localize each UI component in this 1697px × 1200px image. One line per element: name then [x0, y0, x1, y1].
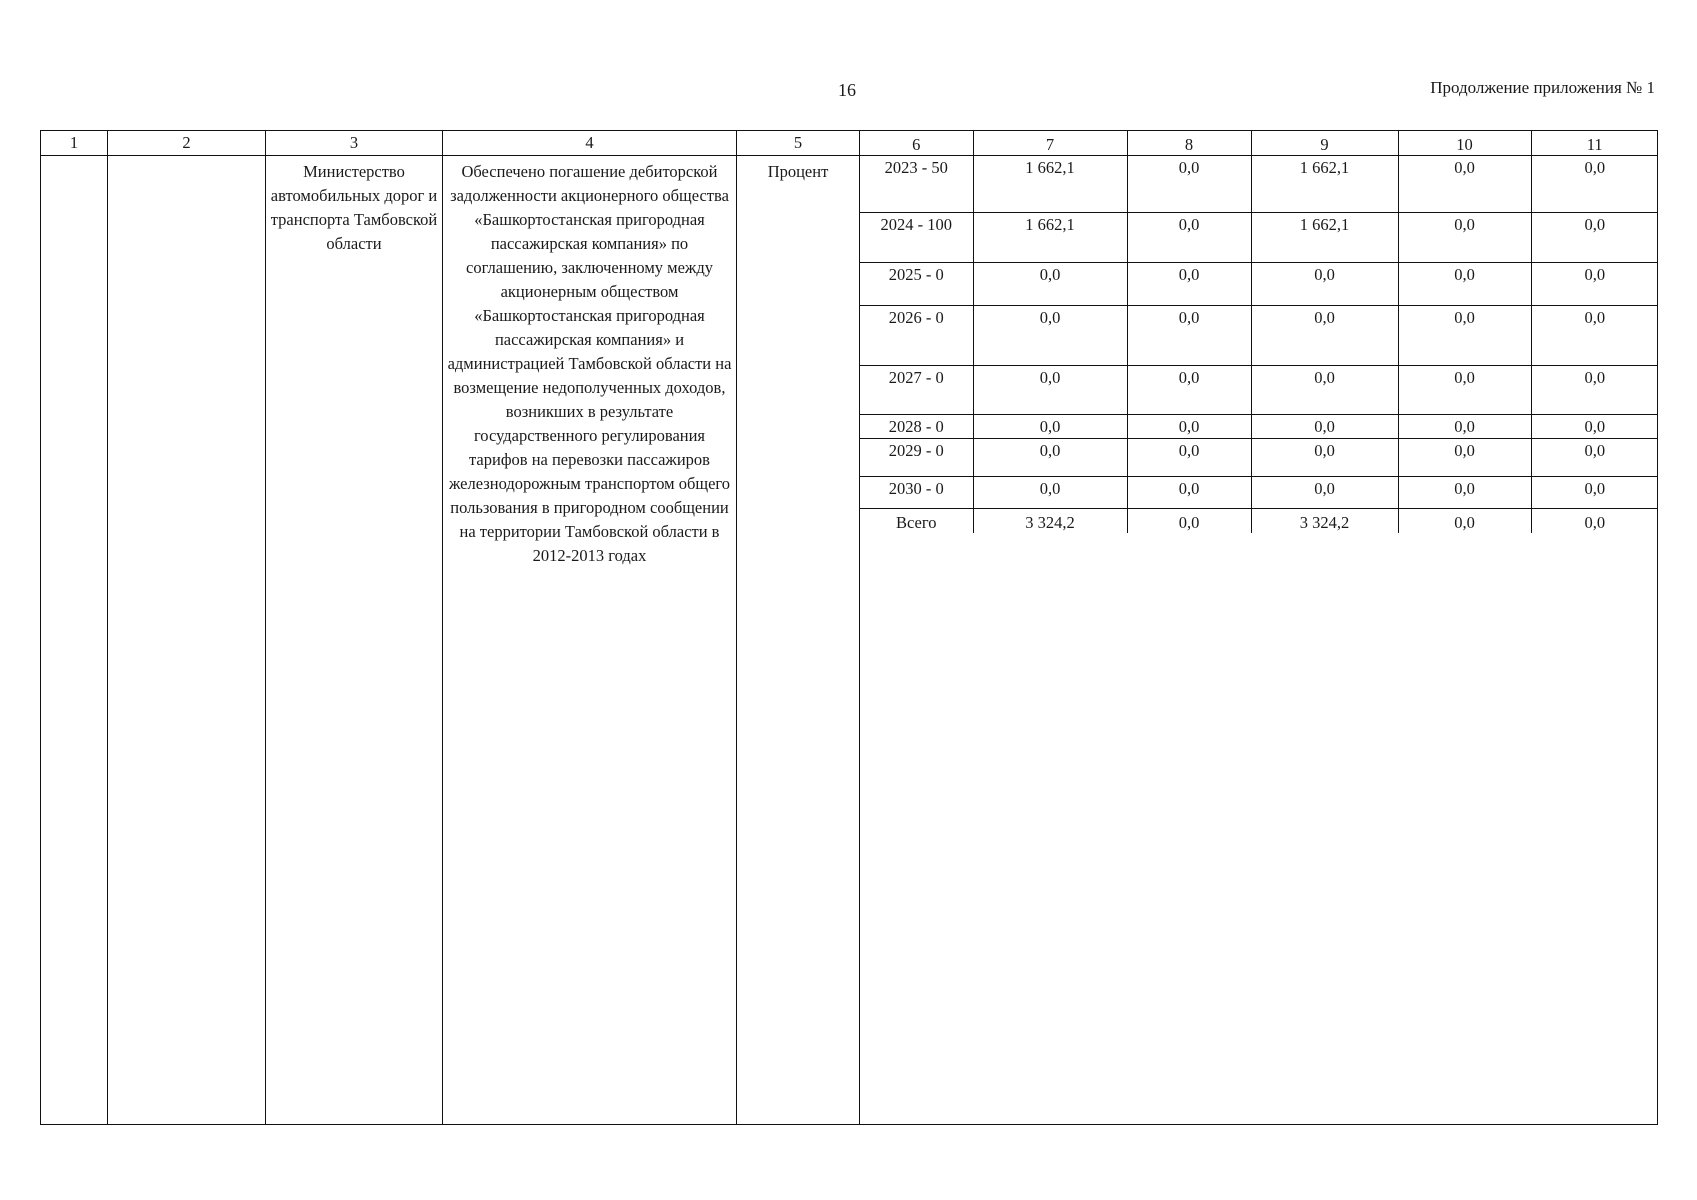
value-col7: 0,0 [973, 438, 1127, 476]
year-row [860, 156, 1658, 212]
year-label: 2026 - 0 [860, 305, 973, 365]
total-value-col9: 3 324,2 [1251, 508, 1398, 533]
value-col7: 0,0 [973, 262, 1127, 305]
value-col9: 0,0 [1251, 262, 1398, 305]
value-col9: 1 662,1 [1251, 212, 1398, 262]
year-label: 2027 - 0 [860, 365, 973, 414]
table-row [41, 156, 1658, 1125]
value-col8: 0,0 [1127, 262, 1251, 305]
value-col11: 0,0 [1531, 476, 1658, 508]
value-col10: 0,0 [1398, 438, 1531, 476]
responsible-cell [266, 156, 443, 1125]
indicator-text: Обеспечено погашение дебиторской задолженности акционерного общества «Башкортостанская пригородная пассажирская компания» по соглашению, заключенному между акционерным обществом «Башкортостанская пригородная пассажирская компания» и администрацией Тамбовской области на возмещение недополученных доходов, возникших в результате государственного регулирования тарифов на перевозки пассажиров железнодорожным транспортом общего пользования в пригородном сообщении на территории Тамбовской области в 2012-2013 годах [447, 162, 732, 565]
value-col9: 0,0 [1251, 414, 1398, 438]
column-number: 1 [41, 131, 108, 156]
year-label: 2023 - 50 [860, 156, 973, 212]
column-number: 10 [1398, 131, 1531, 155]
year-label: 2029 - 0 [860, 438, 973, 476]
value-col9: 0,0 [1251, 438, 1398, 476]
column-number: 2 [108, 131, 266, 156]
value-col9: 0,0 [1251, 365, 1398, 414]
year-row [860, 438, 1658, 476]
value-col11: 0,0 [1531, 305, 1658, 365]
total-value-col10: 0,0 [1398, 508, 1531, 533]
unit-cell [737, 156, 860, 1125]
value-col7: 0,0 [973, 414, 1127, 438]
year-row [860, 476, 1658, 508]
column-number: 7 [973, 131, 1127, 155]
value-col7: 1 662,1 [973, 156, 1127, 212]
total-value-col8: 0,0 [1127, 508, 1251, 533]
column-number: 4 [443, 131, 737, 156]
value-col8: 0,0 [1127, 212, 1251, 262]
value-col7: 1 662,1 [973, 212, 1127, 262]
value-col10: 0,0 [1398, 305, 1531, 365]
column-number: 8 [1127, 131, 1251, 155]
value-col10: 0,0 [1398, 476, 1531, 508]
value-col8: 0,0 [1127, 305, 1251, 365]
value-col11: 0,0 [1531, 212, 1658, 262]
total-row [860, 508, 1658, 533]
cell-column-1 [41, 156, 108, 1125]
column-number: 3 [266, 131, 443, 156]
value-col10: 0,0 [1398, 414, 1531, 438]
appendix-note: Продолжение приложения № 1 [1430, 78, 1655, 97]
year-label: 2024 - 100 [860, 212, 973, 262]
column-number-group [860, 131, 1658, 156]
column-number: 5 [737, 131, 860, 156]
value-col7: 0,0 [973, 365, 1127, 414]
year-row [860, 262, 1658, 305]
year-label: 2025 - 0 [860, 262, 973, 305]
year-label: 2028 - 0 [860, 414, 973, 438]
year-label: 2030 - 0 [860, 476, 973, 508]
value-col10: 0,0 [1398, 212, 1531, 262]
value-col11: 0,0 [1531, 365, 1658, 414]
page-number: 16 [838, 80, 856, 100]
value-col10: 0,0 [1398, 365, 1531, 414]
value-col7: 0,0 [973, 476, 1127, 508]
value-col8: 0,0 [1127, 414, 1251, 438]
value-col9: 0,0 [1251, 476, 1398, 508]
total-value-col7: 3 324,2 [973, 508, 1127, 533]
column-number: 9 [1251, 131, 1398, 155]
value-col11: 0,0 [1531, 438, 1658, 476]
value-col10: 0,0 [1398, 156, 1531, 212]
year-row [860, 212, 1658, 262]
value-col8: 0,0 [1127, 156, 1251, 212]
year-values-cell [860, 156, 1658, 1125]
value-col10: 0,0 [1398, 262, 1531, 305]
value-col11: 0,0 [1531, 156, 1658, 212]
value-col9: 0,0 [1251, 305, 1398, 365]
column-number: 6 [912, 135, 921, 154]
value-col11: 0,0 [1531, 414, 1658, 438]
value-col9: 1 662,1 [1251, 156, 1398, 212]
total-value-col11: 0,0 [1531, 508, 1658, 533]
value-col7: 0,0 [973, 305, 1127, 365]
year-row [860, 365, 1658, 414]
value-col8: 0,0 [1127, 365, 1251, 414]
year-values-subtable [860, 156, 1658, 533]
column-number-row [41, 131, 1658, 156]
value-col8: 0,0 [1127, 438, 1251, 476]
value-col8: 0,0 [1127, 476, 1251, 508]
column-number: 11 [1531, 131, 1658, 155]
responsible-text: Министерство автомобильных дорог и транспорта Тамбовской области [270, 162, 438, 253]
year-row [860, 414, 1658, 438]
value-col11: 0,0 [1531, 262, 1658, 305]
cell-column-2 [108, 156, 266, 1125]
total-label: Всего [896, 512, 937, 532]
year-row [860, 305, 1658, 365]
column-number-subtable [860, 131, 1658, 155]
unit-text: Процент [767, 162, 829, 181]
appendix-table [40, 130, 1658, 1125]
indicator-cell [443, 156, 737, 1125]
